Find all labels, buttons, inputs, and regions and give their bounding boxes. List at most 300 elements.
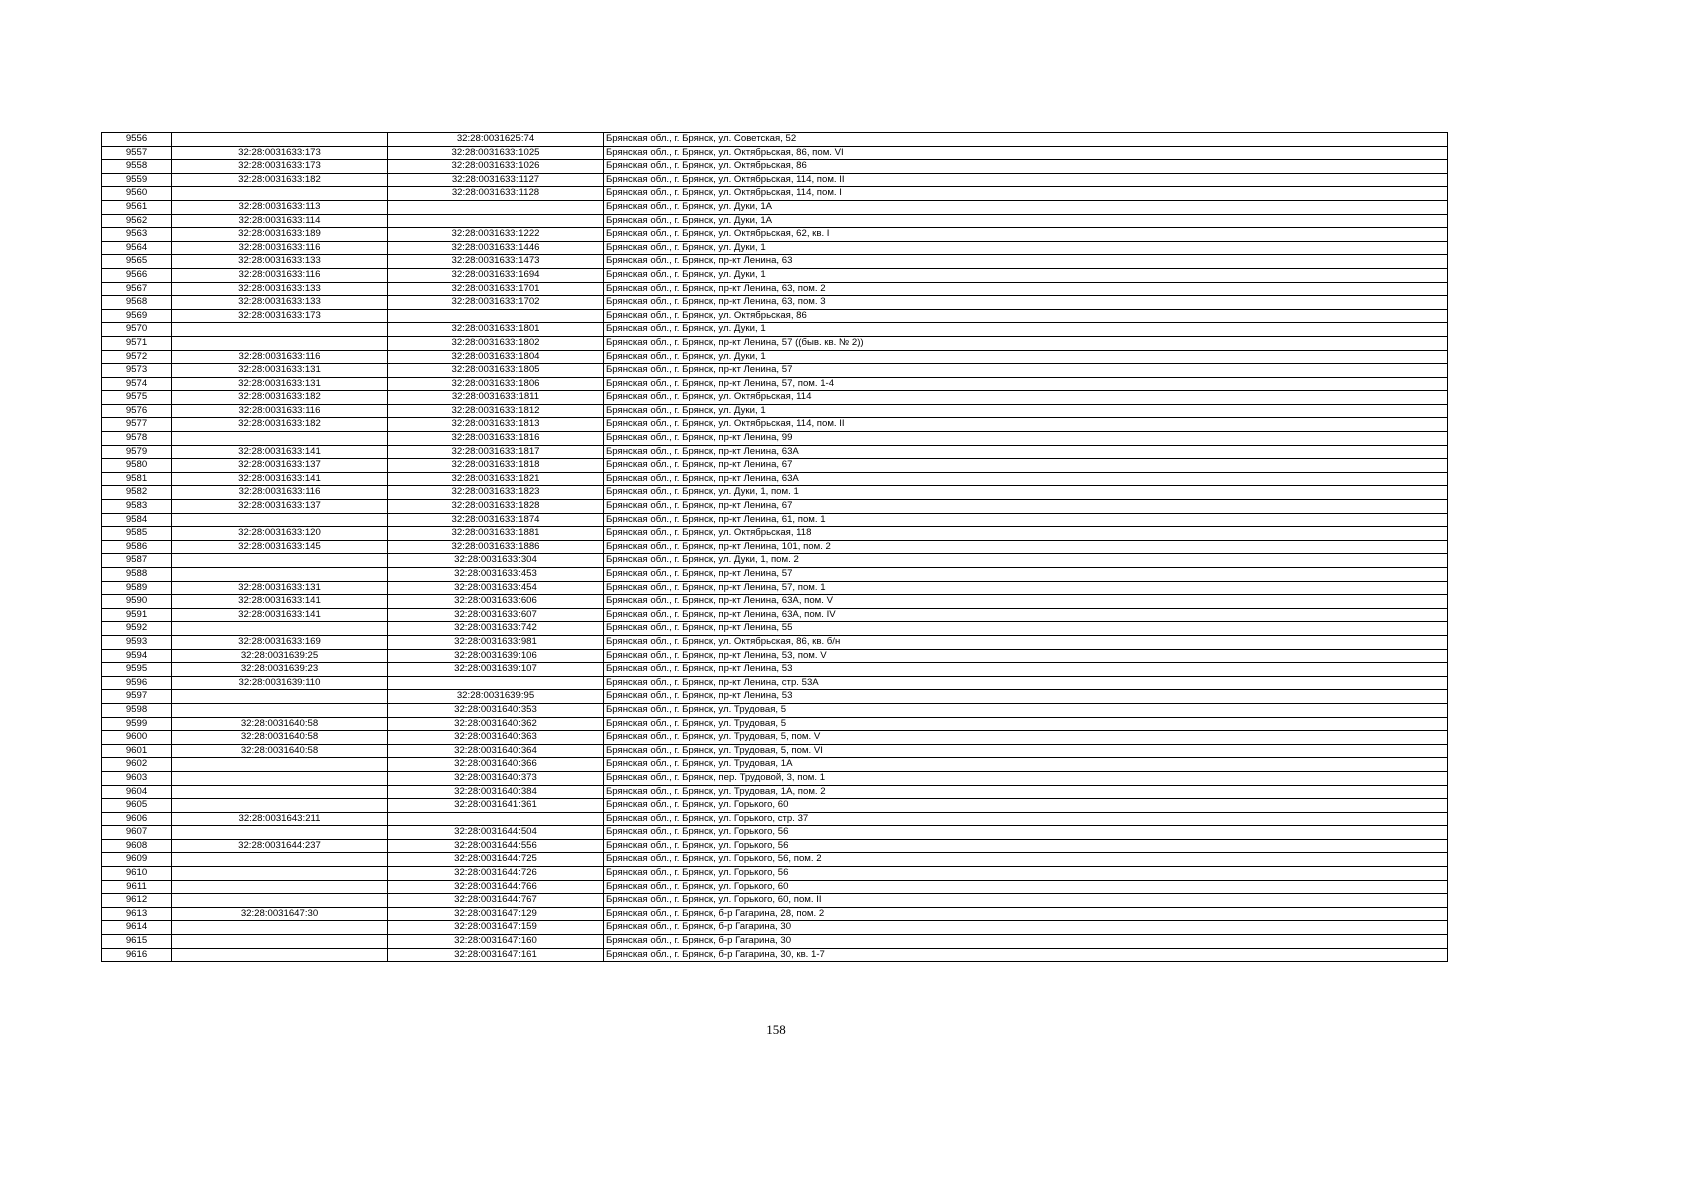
address-cell: Брянская обл., г. Брянск, ул. Дуки, 1А bbox=[604, 214, 1448, 228]
row-number-cell: 9576 bbox=[102, 404, 172, 418]
address-cell: Брянская обл., г. Брянск, пр-кт Ленина, 53 bbox=[604, 663, 1448, 677]
cadastral-number-cell: 32:28:0031633:1702 bbox=[388, 296, 604, 310]
cadastral-number-cell: 32:28:0031633:981 bbox=[388, 635, 604, 649]
table-row bbox=[102, 472, 1448, 486]
row-number-cell: 9569 bbox=[102, 309, 172, 323]
cadastral-number-cell: 32:28:0031633:453 bbox=[388, 568, 604, 582]
address-cell: Брянская обл., г. Брянск, ул. Дуки, 1 bbox=[604, 241, 1448, 255]
row-number-cell: 9609 bbox=[102, 853, 172, 867]
table-row bbox=[102, 635, 1448, 649]
address-cell: Брянская обл., г. Брянск, пр-кт Ленина, 63, пом. 3 bbox=[604, 296, 1448, 310]
table-row bbox=[102, 173, 1448, 187]
registry-table-body bbox=[102, 133, 1448, 962]
parent-cadastral-number-cell: 32:28:0031633:141 bbox=[172, 608, 388, 622]
row-number-cell: 9596 bbox=[102, 676, 172, 690]
table-row bbox=[102, 214, 1448, 228]
cadastral-number-cell bbox=[388, 309, 604, 323]
cadastral-number-cell: 32:28:0031633:1026 bbox=[388, 160, 604, 174]
row-number-cell: 9585 bbox=[102, 527, 172, 541]
address-cell: Брянская обл., г. Брянск, пр-кт Ленина, 61, пом. 1 bbox=[604, 513, 1448, 527]
table-row bbox=[102, 649, 1448, 663]
address-cell: Брянская обл., г. Брянск, ул. Дуки, 1, пом. 1 bbox=[604, 486, 1448, 500]
row-number-cell: 9588 bbox=[102, 568, 172, 582]
address-cell: Брянская обл., г. Брянск, б-р Гагарина, 30 bbox=[604, 935, 1448, 949]
row-number-cell: 9584 bbox=[102, 513, 172, 527]
parent-cadastral-number-cell: 32:28:0031633:116 bbox=[172, 268, 388, 282]
parent-cadastral-number-cell: 32:28:0031633:137 bbox=[172, 459, 388, 473]
address-cell: Брянская обл., г. Брянск, ул. Октябрьская, 118 bbox=[604, 527, 1448, 541]
cadastral-number-cell: 32:28:0031640:366 bbox=[388, 758, 604, 772]
row-number-cell: 9611 bbox=[102, 880, 172, 894]
address-cell: Брянская обл., г. Брянск, пр-кт Ленина, 57, пом. 1-4 bbox=[604, 377, 1448, 391]
row-number-cell: 9604 bbox=[102, 785, 172, 799]
cadastral-number-cell: 32:28:0031633:304 bbox=[388, 554, 604, 568]
row-number-cell: 9595 bbox=[102, 663, 172, 677]
row-number-cell: 9597 bbox=[102, 690, 172, 704]
parent-cadastral-number-cell: 32:28:0031639:110 bbox=[172, 676, 388, 690]
cadastral-number-cell: 32:28:0031633:1446 bbox=[388, 241, 604, 255]
cadastral-number-cell: 32:28:0031633:1816 bbox=[388, 432, 604, 446]
row-number-cell: 9602 bbox=[102, 758, 172, 772]
cadastral-number-cell: 32:28:0031639:106 bbox=[388, 649, 604, 663]
parent-cadastral-number-cell: 32:28:0031633:133 bbox=[172, 296, 388, 310]
row-number-cell: 9559 bbox=[102, 173, 172, 187]
table-row bbox=[102, 568, 1448, 582]
parent-cadastral-number-cell: 32:28:0031633:189 bbox=[172, 228, 388, 242]
cadastral-number-cell: 32:28:0031633:1823 bbox=[388, 486, 604, 500]
parent-cadastral-number-cell bbox=[172, 432, 388, 446]
address-cell: Брянская обл., г. Брянск, ул. Дуки, 1 bbox=[604, 268, 1448, 282]
parent-cadastral-number-cell bbox=[172, 187, 388, 201]
row-number-cell: 9594 bbox=[102, 649, 172, 663]
address-cell: Брянская обл., г. Брянск, ул. Октябрьская, 86 bbox=[604, 160, 1448, 174]
table-row bbox=[102, 432, 1448, 446]
parent-cadastral-number-cell: 32:28:0031633:137 bbox=[172, 500, 388, 514]
parent-cadastral-number-cell bbox=[172, 771, 388, 785]
address-cell: Брянская обл., г. Брянск, пр-кт Ленина, 57 bbox=[604, 364, 1448, 378]
row-number-cell: 9590 bbox=[102, 595, 172, 609]
address-cell: Брянская обл., г. Брянск, ул. Горького, 56 bbox=[604, 826, 1448, 840]
row-number-cell: 9600 bbox=[102, 731, 172, 745]
row-number-cell: 9581 bbox=[102, 472, 172, 486]
registry-table bbox=[101, 132, 1448, 962]
cadastral-number-cell: 32:28:0031633:1473 bbox=[388, 255, 604, 269]
parent-cadastral-number-cell: 32:28:0031633:173 bbox=[172, 146, 388, 160]
cadastral-number-cell: 32:28:0031640:362 bbox=[388, 717, 604, 731]
parent-cadastral-number-cell: 32:28:0031633:182 bbox=[172, 391, 388, 405]
table-row bbox=[102, 445, 1448, 459]
row-number-cell: 9616 bbox=[102, 948, 172, 962]
cadastral-number-cell: 32:28:0031633:1828 bbox=[388, 500, 604, 514]
address-cell: Брянская обл., г. Брянск, пр-кт Ленина, 63А bbox=[604, 472, 1448, 486]
cadastral-number-cell: 32:28:0031633:1025 bbox=[388, 146, 604, 160]
address-cell: Брянская обл., г. Брянск, ул. Дуки, 1, пом. 2 bbox=[604, 554, 1448, 568]
row-number-cell: 9599 bbox=[102, 717, 172, 731]
address-cell: Брянская обл., г. Брянск, ул. Советская, 52 bbox=[604, 133, 1448, 147]
row-number-cell: 9568 bbox=[102, 296, 172, 310]
row-number-cell: 9580 bbox=[102, 459, 172, 473]
row-number-cell: 9613 bbox=[102, 907, 172, 921]
row-number-cell: 9566 bbox=[102, 268, 172, 282]
cadastral-number-cell: 32:28:0031640:384 bbox=[388, 785, 604, 799]
row-number-cell: 9573 bbox=[102, 364, 172, 378]
address-cell: Брянская обл., г. Брянск, ул. Горького, стр. 37 bbox=[604, 812, 1448, 826]
address-cell: Брянская обл., г. Брянск, пр-кт Ленина, 67 bbox=[604, 500, 1448, 514]
row-number-cell: 9579 bbox=[102, 445, 172, 459]
parent-cadastral-number-cell: 32:28:0031633:116 bbox=[172, 241, 388, 255]
address-cell: Брянская обл., г. Брянск, ул. Горького, 60 bbox=[604, 880, 1448, 894]
row-number-cell: 9606 bbox=[102, 812, 172, 826]
address-cell: Брянская обл., г. Брянск, б-р Гагарина, 30 bbox=[604, 921, 1448, 935]
address-cell: Брянская обл., г. Брянск, пр-кт Ленина, 63А, пом. V bbox=[604, 595, 1448, 609]
table-row bbox=[102, 608, 1448, 622]
table-row bbox=[102, 513, 1448, 527]
address-cell: Брянская обл., г. Брянск, ул. Горького, 56 bbox=[604, 867, 1448, 881]
cadastral-number-cell: 32:28:0031633:1821 bbox=[388, 472, 604, 486]
cadastral-number-cell: 32:28:0031640:363 bbox=[388, 731, 604, 745]
cadastral-number-cell: 32:28:0031644:766 bbox=[388, 880, 604, 894]
cadastral-number-cell: 32:28:0031633:1804 bbox=[388, 350, 604, 364]
table-row bbox=[102, 921, 1448, 935]
row-number-cell: 9557 bbox=[102, 146, 172, 160]
row-number-cell: 9607 bbox=[102, 826, 172, 840]
cadastral-number-cell: 32:28:0031633:454 bbox=[388, 581, 604, 595]
parent-cadastral-number-cell: 32:28:0031640:58 bbox=[172, 717, 388, 731]
table-row bbox=[102, 391, 1448, 405]
row-number-cell: 9561 bbox=[102, 200, 172, 214]
table-row bbox=[102, 187, 1448, 201]
address-cell: Брянская обл., г. Брянск, ул. Дуки, 1А bbox=[604, 200, 1448, 214]
cadastral-number-cell: 32:28:0031633:1694 bbox=[388, 268, 604, 282]
parent-cadastral-number-cell bbox=[172, 826, 388, 840]
parent-cadastral-number-cell: 32:28:0031633:173 bbox=[172, 309, 388, 323]
parent-cadastral-number-cell bbox=[172, 935, 388, 949]
table-row bbox=[102, 812, 1448, 826]
row-number-cell: 9562 bbox=[102, 214, 172, 228]
parent-cadastral-number-cell: 32:28:0031633:173 bbox=[172, 160, 388, 174]
address-cell: Брянская обл., г. Брянск, ул. Трудовая, 1А bbox=[604, 758, 1448, 772]
table-row bbox=[102, 595, 1448, 609]
cadastral-number-cell: 32:28:0031633:1128 bbox=[388, 187, 604, 201]
table-row bbox=[102, 744, 1448, 758]
row-number-cell: 9567 bbox=[102, 282, 172, 296]
cadastral-number-cell: 32:28:0031633:606 bbox=[388, 595, 604, 609]
table-row bbox=[102, 540, 1448, 554]
cadastral-number-cell: 32:28:0031633:1874 bbox=[388, 513, 604, 527]
parent-cadastral-number-cell: 32:28:0031647:30 bbox=[172, 907, 388, 921]
address-cell: Брянская обл., г. Брянск, пр-кт Ленина, 99 bbox=[604, 432, 1448, 446]
table-row bbox=[102, 228, 1448, 242]
address-cell: Брянская обл., г. Брянск, ул. Трудовая, 1А, пом. 2 bbox=[604, 785, 1448, 799]
parent-cadastral-number-cell bbox=[172, 799, 388, 813]
row-number-cell: 9558 bbox=[102, 160, 172, 174]
cadastral-number-cell: 32:28:0031639:107 bbox=[388, 663, 604, 677]
table-row bbox=[102, 622, 1448, 636]
cadastral-number-cell: 32:28:0031644:726 bbox=[388, 867, 604, 881]
row-number-cell: 9591 bbox=[102, 608, 172, 622]
address-cell: Брянская обл., г. Брянск, ул. Трудовая, 5 bbox=[604, 717, 1448, 731]
address-cell: Брянская обл., г. Брянск, пр-кт Ленина, 53 bbox=[604, 690, 1448, 704]
row-number-cell: 9587 bbox=[102, 554, 172, 568]
parent-cadastral-number-cell bbox=[172, 948, 388, 962]
row-number-cell: 9608 bbox=[102, 839, 172, 853]
parent-cadastral-number-cell: 32:28:0031633:169 bbox=[172, 635, 388, 649]
address-cell: Брянская обл., г. Брянск, пер. Трудовой, 3, пом. 1 bbox=[604, 771, 1448, 785]
cadastral-number-cell: 32:28:0031633:607 bbox=[388, 608, 604, 622]
table-row bbox=[102, 785, 1448, 799]
parent-cadastral-number-cell: 32:28:0031639:25 bbox=[172, 649, 388, 663]
address-cell: Брянская обл., г. Брянск, ул. Октябрьская, 114 bbox=[604, 391, 1448, 405]
parent-cadastral-number-cell bbox=[172, 133, 388, 147]
cadastral-number-cell: 32:28:0031633:1127 bbox=[388, 173, 604, 187]
address-cell: Брянская обл., г. Брянск, б-р Гагарина, 28, пом. 2 bbox=[604, 907, 1448, 921]
table-row bbox=[102, 839, 1448, 853]
table-row bbox=[102, 377, 1448, 391]
table-row bbox=[102, 894, 1448, 908]
parent-cadastral-number-cell bbox=[172, 568, 388, 582]
table-row bbox=[102, 255, 1448, 269]
table-row bbox=[102, 663, 1448, 677]
table-row bbox=[102, 350, 1448, 364]
parent-cadastral-number-cell: 32:28:0031633:116 bbox=[172, 404, 388, 418]
table-row bbox=[102, 717, 1448, 731]
address-cell: Брянская обл., г. Брянск, ул. Трудовая, 5, пом. VI bbox=[604, 744, 1448, 758]
cadastral-number-cell: 32:28:0031640:364 bbox=[388, 744, 604, 758]
cadastral-number-cell: 32:28:0031633:1812 bbox=[388, 404, 604, 418]
address-cell: Брянская обл., г. Брянск, пр-кт Ленина, 57 ((быв. кв. № 2)) bbox=[604, 336, 1448, 350]
address-cell: Брянская обл., г. Брянск, ул. Октябрьская, 86, кв. б/н bbox=[604, 635, 1448, 649]
parent-cadastral-number-cell: 32:28:0031633:131 bbox=[172, 581, 388, 595]
row-number-cell: 9598 bbox=[102, 703, 172, 717]
parent-cadastral-number-cell: 32:28:0031633:116 bbox=[172, 486, 388, 500]
table-row bbox=[102, 241, 1448, 255]
cadastral-number-cell: 32:28:0031633:1886 bbox=[388, 540, 604, 554]
cadastral-number-cell: 32:28:0031633:1813 bbox=[388, 418, 604, 432]
cadastral-number-cell: 32:28:0031647:160 bbox=[388, 935, 604, 949]
parent-cadastral-number-cell: 32:28:0031633:141 bbox=[172, 595, 388, 609]
address-cell: Брянская обл., г. Брянск, пр-кт Ленина, 63А, пом. IV bbox=[604, 608, 1448, 622]
cadastral-number-cell: 32:28:0031633:1802 bbox=[388, 336, 604, 350]
parent-cadastral-number-cell: 32:28:0031633:113 bbox=[172, 200, 388, 214]
cadastral-number-cell: 32:28:0031647:159 bbox=[388, 921, 604, 935]
table-row bbox=[102, 133, 1448, 147]
parent-cadastral-number-cell: 32:28:0031633:133 bbox=[172, 282, 388, 296]
row-number-cell: 9577 bbox=[102, 418, 172, 432]
parent-cadastral-number-cell: 32:28:0031633:114 bbox=[172, 214, 388, 228]
row-number-cell: 9610 bbox=[102, 867, 172, 881]
parent-cadastral-number-cell: 32:28:0031633:116 bbox=[172, 350, 388, 364]
parent-cadastral-number-cell: 32:28:0031633:133 bbox=[172, 255, 388, 269]
row-number-cell: 9615 bbox=[102, 935, 172, 949]
table-row bbox=[102, 948, 1448, 962]
address-cell: Брянская обл., г. Брянск, пр-кт Ленина, 63 bbox=[604, 255, 1448, 269]
cadastral-number-cell: 32:28:0031644:504 bbox=[388, 826, 604, 840]
table-row bbox=[102, 323, 1448, 337]
row-number-cell: 9564 bbox=[102, 241, 172, 255]
parent-cadastral-number-cell: 32:28:0031643:211 bbox=[172, 812, 388, 826]
table-row bbox=[102, 486, 1448, 500]
table-row bbox=[102, 731, 1448, 745]
parent-cadastral-number-cell: 32:28:0031633:182 bbox=[172, 173, 388, 187]
row-number-cell: 9589 bbox=[102, 581, 172, 595]
cadastral-number-cell bbox=[388, 200, 604, 214]
row-number-cell: 9570 bbox=[102, 323, 172, 337]
page-number: 158 bbox=[766, 1022, 786, 1037]
table-row bbox=[102, 146, 1448, 160]
address-cell: Брянская обл., г. Брянск, ул. Октябрьская, 114, пом. II bbox=[604, 418, 1448, 432]
table-row bbox=[102, 907, 1448, 921]
parent-cadastral-number-cell: 32:28:0031633:131 bbox=[172, 364, 388, 378]
table-row bbox=[102, 160, 1448, 174]
address-cell: Брянская обл., г. Брянск, ул. Октябрьская, 86, пом. VI bbox=[604, 146, 1448, 160]
address-cell: Брянская обл., г. Брянск, пр-кт Ленина, 53, пом. V bbox=[604, 649, 1448, 663]
row-number-cell: 9574 bbox=[102, 377, 172, 391]
table-row bbox=[102, 500, 1448, 514]
address-cell: Брянская обл., г. Брянск, ул. Октябрьская, 62, кв. I bbox=[604, 228, 1448, 242]
table-row bbox=[102, 268, 1448, 282]
parent-cadastral-number-cell bbox=[172, 867, 388, 881]
row-number-cell: 9571 bbox=[102, 336, 172, 350]
address-cell: Брянская обл., г. Брянск, пр-кт Ленина, 67 bbox=[604, 459, 1448, 473]
address-cell: Брянская обл., г. Брянск, ул. Горького, 56 bbox=[604, 839, 1448, 853]
parent-cadastral-number-cell: 32:28:0031633:182 bbox=[172, 418, 388, 432]
cadastral-number-cell: 32:28:0031633:1881 bbox=[388, 527, 604, 541]
row-number-cell: 9603 bbox=[102, 771, 172, 785]
cadastral-number-cell: 32:28:0031647:129 bbox=[388, 907, 604, 921]
row-number-cell: 9586 bbox=[102, 540, 172, 554]
table-row bbox=[102, 867, 1448, 881]
parent-cadastral-number-cell bbox=[172, 554, 388, 568]
cadastral-number-cell: 32:28:0031633:742 bbox=[388, 622, 604, 636]
table-row bbox=[102, 799, 1448, 813]
table-row bbox=[102, 703, 1448, 717]
address-cell: Брянская обл., г. Брянск, пр-кт Ленина, 63А bbox=[604, 445, 1448, 459]
table-row bbox=[102, 853, 1448, 867]
parent-cadastral-number-cell: 32:28:0031633:141 bbox=[172, 472, 388, 486]
cadastral-number-cell: 32:28:0031644:725 bbox=[388, 853, 604, 867]
parent-cadastral-number-cell: 32:28:0031633:120 bbox=[172, 527, 388, 541]
table-row bbox=[102, 296, 1448, 310]
row-number-cell: 9601 bbox=[102, 744, 172, 758]
table-row bbox=[102, 690, 1448, 704]
table-row bbox=[102, 418, 1448, 432]
cadastral-number-cell: 32:28:0031633:1805 bbox=[388, 364, 604, 378]
cadastral-number-cell: 32:28:0031639:95 bbox=[388, 690, 604, 704]
address-cell: Брянская обл., г. Брянск, пр-кт Ленина, стр. 53А bbox=[604, 676, 1448, 690]
cadastral-number-cell: 32:28:0031647:161 bbox=[388, 948, 604, 962]
table-row bbox=[102, 880, 1448, 894]
address-cell: Брянская обл., г. Брянск, ул. Трудовая, 5 bbox=[604, 703, 1448, 717]
address-cell: Брянская обл., г. Брянск, ул. Дуки, 1 bbox=[604, 323, 1448, 337]
cadastral-number-cell: 32:28:0031640:373 bbox=[388, 771, 604, 785]
row-number-cell: 9593 bbox=[102, 635, 172, 649]
table-row bbox=[102, 336, 1448, 350]
table-row bbox=[102, 676, 1448, 690]
row-number-cell: 9583 bbox=[102, 500, 172, 514]
cadastral-number-cell: 32:28:0031644:556 bbox=[388, 839, 604, 853]
parent-cadastral-number-cell bbox=[172, 323, 388, 337]
address-cell: Брянская обл., г. Брянск, ул. Октябрьская, 114, пом. I bbox=[604, 187, 1448, 201]
table-row bbox=[102, 364, 1448, 378]
table-row bbox=[102, 581, 1448, 595]
cadastral-number-cell: 32:28:0031633:1817 bbox=[388, 445, 604, 459]
row-number-cell: 9612 bbox=[102, 894, 172, 908]
parent-cadastral-number-cell: 32:28:0031633:141 bbox=[172, 445, 388, 459]
parent-cadastral-number-cell: 32:28:0031640:58 bbox=[172, 744, 388, 758]
parent-cadastral-number-cell bbox=[172, 853, 388, 867]
parent-cadastral-number-cell bbox=[172, 513, 388, 527]
table-row bbox=[102, 771, 1448, 785]
table-row bbox=[102, 200, 1448, 214]
address-cell: Брянская обл., г. Брянск, пр-кт Ленина, 57, пом. 1 bbox=[604, 581, 1448, 595]
table-row bbox=[102, 309, 1448, 323]
parent-cadastral-number-cell bbox=[172, 703, 388, 717]
parent-cadastral-number-cell: 32:28:0031633:131 bbox=[172, 377, 388, 391]
row-number-cell: 9565 bbox=[102, 255, 172, 269]
cadastral-number-cell: 32:28:0031641:361 bbox=[388, 799, 604, 813]
cadastral-number-cell: 32:28:0031633:1818 bbox=[388, 459, 604, 473]
parent-cadastral-number-cell bbox=[172, 785, 388, 799]
parent-cadastral-number-cell: 32:28:0031633:145 bbox=[172, 540, 388, 554]
address-cell: Брянская обл., г. Брянск, пр-кт Ленина, 57 bbox=[604, 568, 1448, 582]
table-row bbox=[102, 459, 1448, 473]
table-row bbox=[102, 282, 1448, 296]
cadastral-number-cell bbox=[388, 214, 604, 228]
parent-cadastral-number-cell: 32:28:0031639:23 bbox=[172, 663, 388, 677]
cadastral-number-cell: 32:28:0031644:767 bbox=[388, 894, 604, 908]
cadastral-number-cell: 32:28:0031633:1222 bbox=[388, 228, 604, 242]
row-number-cell: 9578 bbox=[102, 432, 172, 446]
address-cell: Брянская обл., г. Брянск, ул. Трудовая, 5, пом. V bbox=[604, 731, 1448, 745]
address-cell: Брянская обл., г. Брянск, ул. Октябрьская, 86 bbox=[604, 309, 1448, 323]
row-number-cell: 9575 bbox=[102, 391, 172, 405]
table-row bbox=[102, 826, 1448, 840]
address-cell: Брянская обл., г. Брянск, ул. Дуки, 1 bbox=[604, 350, 1448, 364]
cadastral-number-cell bbox=[388, 676, 604, 690]
cadastral-number-cell: 32:28:0031625:74 bbox=[388, 133, 604, 147]
address-cell: Брянская обл., г. Брянск, б-р Гагарина, 30, кв. 1-7 bbox=[604, 948, 1448, 962]
address-cell: Брянская обл., г. Брянск, пр-кт Ленина, 101, пом. 2 bbox=[604, 540, 1448, 554]
address-cell: Брянская обл., г. Брянск, пр-кт Ленина, 55 bbox=[604, 622, 1448, 636]
row-number-cell: 9563 bbox=[102, 228, 172, 242]
table-row bbox=[102, 758, 1448, 772]
parent-cadastral-number-cell bbox=[172, 921, 388, 935]
address-cell: Брянская обл., г. Брянск, ул. Горького, 60, пом. II bbox=[604, 894, 1448, 908]
table-row bbox=[102, 935, 1448, 949]
parent-cadastral-number-cell bbox=[172, 336, 388, 350]
row-number-cell: 9582 bbox=[102, 486, 172, 500]
cadastral-number-cell: 32:28:0031633:1811 bbox=[388, 391, 604, 405]
parent-cadastral-number-cell: 32:28:0031644:237 bbox=[172, 839, 388, 853]
row-number-cell: 9556 bbox=[102, 133, 172, 147]
table-row bbox=[102, 554, 1448, 568]
row-number-cell: 9560 bbox=[102, 187, 172, 201]
row-number-cell: 9605 bbox=[102, 799, 172, 813]
parent-cadastral-number-cell bbox=[172, 622, 388, 636]
table-row bbox=[102, 404, 1448, 418]
parent-cadastral-number-cell bbox=[172, 690, 388, 704]
cadastral-number-cell: 32:28:0031633:1801 bbox=[388, 323, 604, 337]
parent-cadastral-number-cell bbox=[172, 894, 388, 908]
address-cell: Брянская обл., г. Брянск, ул. Дуки, 1 bbox=[604, 404, 1448, 418]
cadastral-number-cell: 32:28:0031640:353 bbox=[388, 703, 604, 717]
cadastral-number-cell: 32:28:0031633:1701 bbox=[388, 282, 604, 296]
table-row bbox=[102, 527, 1448, 541]
parent-cadastral-number-cell bbox=[172, 758, 388, 772]
address-cell: Брянская обл., г. Брянск, ул. Горького, 56, пом. 2 bbox=[604, 853, 1448, 867]
address-cell: Брянская обл., г. Брянск, пр-кт Ленина, 63, пом. 2 bbox=[604, 282, 1448, 296]
row-number-cell: 9614 bbox=[102, 921, 172, 935]
